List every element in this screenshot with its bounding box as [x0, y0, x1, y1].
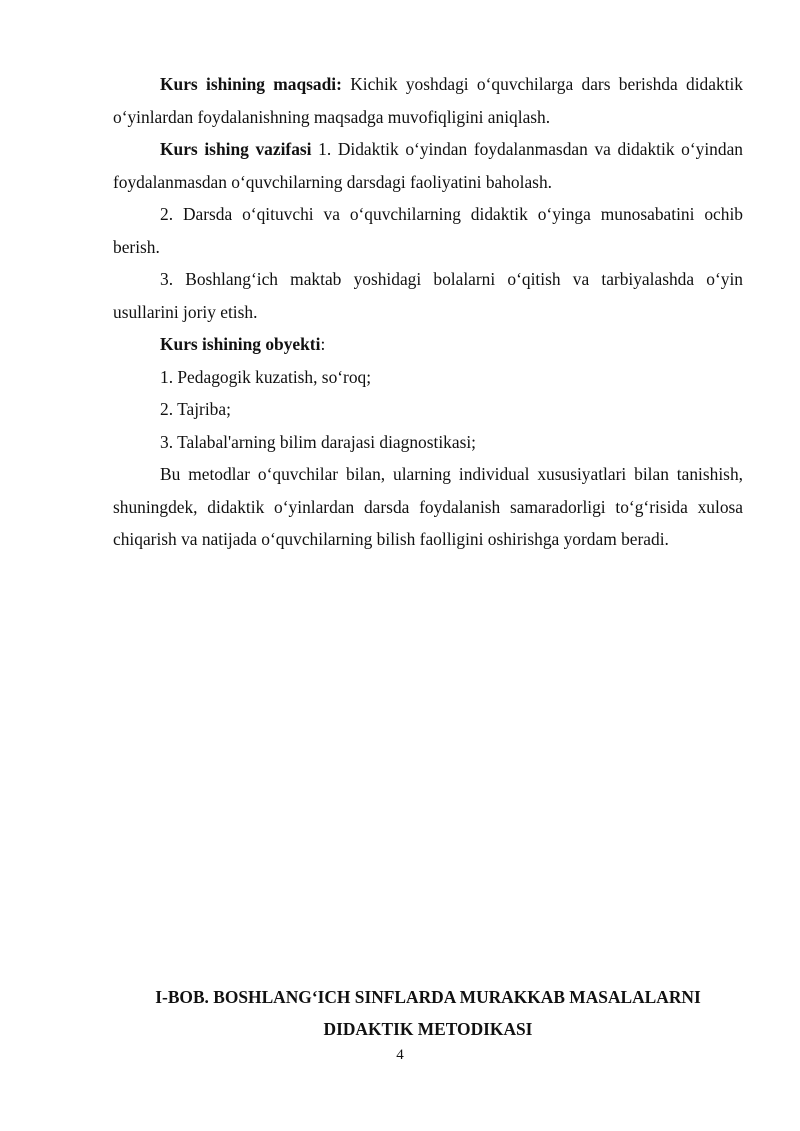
- goal-label: Kurs ishining maqsadi:: [160, 74, 342, 94]
- task-item-2: 2. Darsda o‘qituvchi va o‘quvchilarning didaktik o‘yinga munosabatini ochib berish.: [113, 204, 743, 257]
- object-item-2: 2. Tajriba;: [160, 399, 231, 419]
- document-body: [113, 68, 743, 556]
- task-label: Kurs ishing vazifasi: [160, 139, 312, 159]
- goal-paragraph: [113, 68, 743, 133]
- task-item-1: 1. Didaktik o‘yindan foydalanmasdan va didaktik o‘yindan foydalanmasdan o‘quvchilarning darsdagi faoliyatini baholash.: [113, 139, 743, 192]
- chapter-heading: [113, 981, 743, 1045]
- task-item-3: 3. Boshlang‘ich maktab yoshidagi bolalarni o‘qitish va tarbiyalashda o‘yin usullarini joriy etish.: [113, 269, 743, 322]
- object-item-1: 1. Pedagogik kuzatish, so‘roq;: [160, 366, 372, 387]
- page-number: 4: [396, 1047, 404, 1063]
- object-label: Kurs ishining obyekti: [160, 334, 321, 354]
- object-suffix: :: [320, 334, 326, 354]
- chapter-heading-line-1: I-BOB. BOSHLANG‘ICH SINFLARDA MURAKKAB MASALALARNI: [155, 987, 701, 1007]
- goal-text: Kichik yoshdagi o‘quvchilarga dars berishda didaktik o‘yinlardan foydalanishning maqsadga muvofiqligini aniqlash.: [113, 74, 743, 127]
- object-item-3: 3. Talabal'arning bilim darajasi diagnostikasi;: [160, 431, 477, 452]
- conclusion-paragraph: Bu metodlar o‘quvchilar bilan, ularning individual xususiyatlari bilan tanishish, shuningdek, didaktik o‘yinlardan darsda foydalanish samaradorligi to‘g‘risida xulosa chiqarish va natijada o‘quvchilarning bilish faolligini oshirishga yordam beradi.: [113, 464, 743, 549]
- task-paragraph: [113, 133, 743, 198]
- object-heading: [113, 328, 743, 361]
- chapter-heading-line-2: DIDAKTIK METODIKASI: [323, 1019, 533, 1039]
